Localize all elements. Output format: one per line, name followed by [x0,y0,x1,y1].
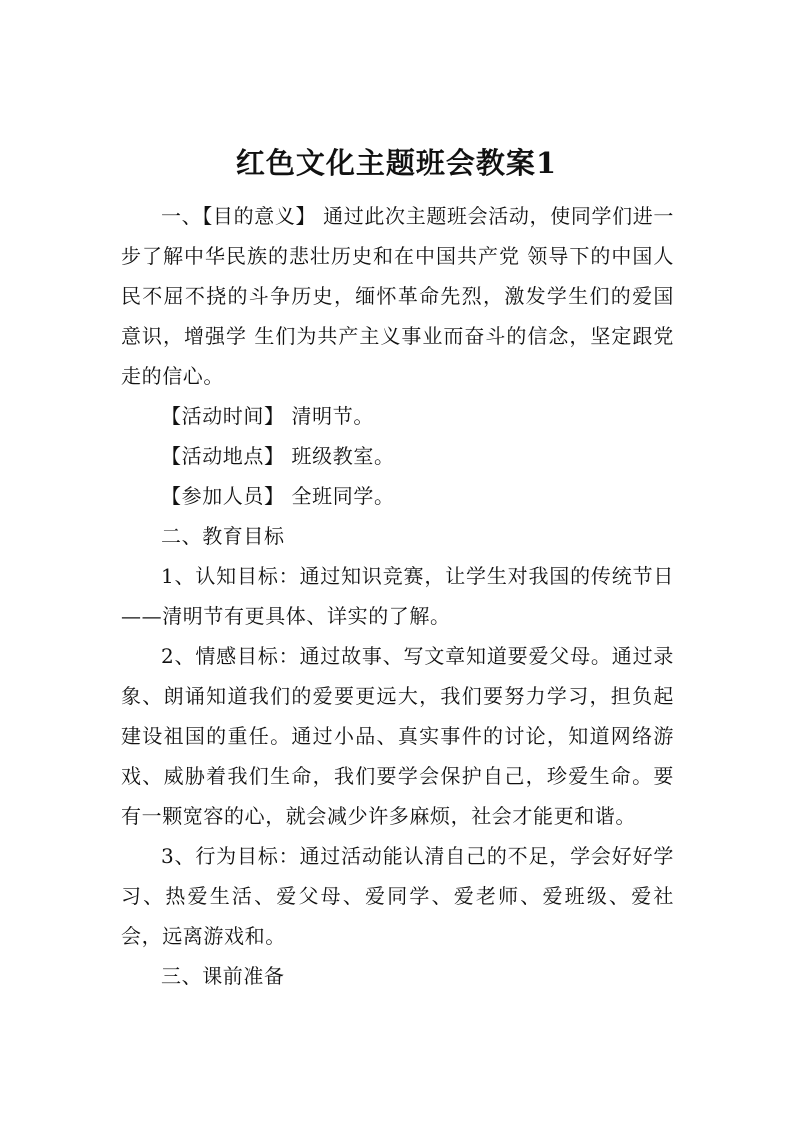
paragraph-emotional-goal: 2、情感目标：通过故事、写文章知道要爱父母。通过录象、朗诵知道我们的爱要更远大，我们要努力学习，担负起建设祖国的重任。通过小品、真实事件的讨论，知道网络游戏、威胁着我们生命，我们要学会保护自己，珍爱生命。要有一颗宽容的心，就会减少许多麻烦，社会才能更和谐。 [121,644,674,828]
paragraph-behavior-goal: 3、行为目标：通过活动能认清自己的不足，学会好好学习、热爱生活、爱父母、爱同学、爱老师、爱班级、爱社会，远离游戏和。 [121,844,674,948]
paragraph-purpose: 一、【目的意义】 通过此次主题班会活动，使同学们进一步了解中华民族的悲壮历史和在中国共产党 领导下的中国人民不屈不挠的斗争历史，缅怀革命先烈，激发学生们的爱国意识，增强学 生们为共产主义事业而奋斗的信念，坚定跟党走的信心。 [121,204,674,388]
paragraph-participants: 【参加人员】 全班同学。 [161,484,395,508]
paragraph-cognitive-goal: 1、认知目标：通过知识竞赛，让学生对我国的传统节日——清明节有更具体、详实的了解。 [121,564,674,628]
document-body [121,196,674,996]
section-heading-preparation: 三、课前准备 [161,964,285,988]
document-title: 红色文化主题班会教案1 [235,146,558,181]
paragraph-activity-time: 【活动时间】 清明节。 [161,404,374,428]
paragraph-activity-location: 【活动地点】 班级教室。 [161,444,395,468]
section-heading-education-goals: 二、教育目标 [161,524,285,548]
